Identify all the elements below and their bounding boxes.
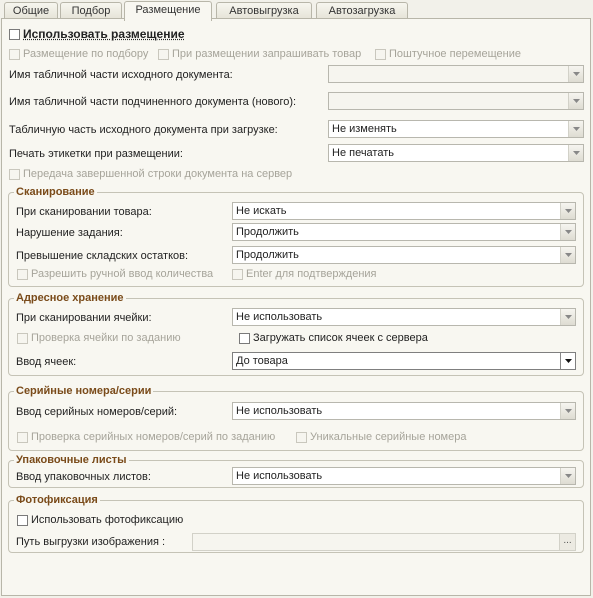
- placement-by-selection-label: Размещение по подбору: [23, 48, 149, 60]
- tab-auto-unload[interactable]: Автовыгрузка: [216, 2, 312, 20]
- on-scan-value: Не искать: [236, 205, 287, 217]
- enter-confirm-checkbox[interactable]: [232, 269, 243, 280]
- sub-table-select[interactable]: [328, 92, 584, 110]
- tab-selection[interactable]: Подбор: [60, 2, 122, 20]
- on-scan-select[interactable]: [232, 202, 576, 220]
- piece-move-label: Поштучное перемещение: [389, 48, 521, 60]
- print-label-value: Не печатать: [332, 147, 394, 159]
- chevron-down-icon[interactable]: [560, 353, 575, 369]
- transfer-row-checkbox[interactable]: [9, 169, 20, 180]
- tab-general[interactable]: Общие: [4, 2, 58, 20]
- excess-value: Продолжить: [236, 249, 299, 261]
- cell-input-label: Ввод ячеек:: [16, 356, 77, 368]
- unique-serials-label: Уникальные серийные номера: [310, 431, 467, 443]
- chevron-down-icon[interactable]: [560, 403, 575, 419]
- transfer-row-label: Передача завершенной строки документа на сервер: [23, 168, 293, 180]
- chevron-down-icon[interactable]: [560, 468, 575, 484]
- serial-input-label: Ввод серийных номеров/серий:: [16, 406, 178, 418]
- on-load-value: Не изменять: [332, 123, 397, 135]
- load-cells-checkbox[interactable]: [239, 333, 250, 344]
- manual-qty-checkbox[interactable]: [17, 269, 28, 280]
- cell-input-select[interactable]: [232, 352, 576, 370]
- chevron-down-icon[interactable]: [568, 66, 583, 82]
- cell-input-value: До товара: [236, 355, 288, 367]
- check-cells-checkbox[interactable]: [17, 333, 28, 344]
- packing-input-label: Ввод упаковочных листов:: [16, 471, 151, 483]
- unique-serials-checkbox[interactable]: [296, 432, 307, 443]
- chevron-down-icon[interactable]: [560, 224, 575, 240]
- packing-input-value: Не использовать: [236, 470, 323, 482]
- check-cells-label: Проверка ячейки по заданию: [31, 332, 181, 344]
- chevron-down-icon[interactable]: [560, 247, 575, 263]
- tab-auto-load[interactable]: Автозагрузка: [316, 2, 408, 20]
- chevron-down-icon[interactable]: [568, 121, 583, 137]
- ask-goods-checkbox[interactable]: [158, 49, 169, 60]
- address-group-title: Адресное хранение: [16, 292, 124, 304]
- use-photo-label: Использовать фотофиксацию: [31, 514, 184, 526]
- violation-select[interactable]: [232, 223, 576, 241]
- sub-table-label: Имя табличной части подчиненного документа (нового):: [9, 96, 297, 108]
- excess-select[interactable]: [232, 246, 576, 264]
- cell-scan-value: Не использовать: [236, 311, 323, 323]
- chevron-down-icon[interactable]: [560, 309, 575, 325]
- packing-input-select[interactable]: [232, 467, 576, 485]
- enter-confirm-label: Enter для подтверждения: [246, 268, 377, 280]
- tab-placement[interactable]: Размещение: [124, 1, 212, 21]
- piece-move-checkbox[interactable]: [375, 49, 386, 60]
- serial-input-select[interactable]: [232, 402, 576, 420]
- placement-by-selection-checkbox[interactable]: [9, 49, 20, 60]
- source-table-select[interactable]: [328, 65, 584, 83]
- packing-group-title: Упаковочные листы: [16, 454, 127, 466]
- photo-path-input[interactable]: [192, 533, 576, 551]
- photo-path-label: Путь выгрузки изображения :: [16, 536, 166, 548]
- chevron-down-icon[interactable]: [568, 145, 583, 161]
- use-placement-checkbox[interactable]: [9, 29, 20, 40]
- scanning-group-title: Сканирование: [16, 186, 95, 198]
- browse-button[interactable]: ...: [559, 534, 575, 551]
- on-load-label: Табличную часть исходного документа при загрузке:: [9, 124, 278, 136]
- excess-label: Превышение складских остатков:: [16, 250, 189, 262]
- source-table-label: Имя табличной части исходного документа:: [9, 69, 233, 81]
- ask-goods-label: При размещении запрашивать товар: [172, 48, 362, 60]
- print-label-label: Печать этикетки при размещении:: [9, 148, 183, 160]
- manual-qty-label: Разрешить ручной ввод количества: [31, 268, 214, 280]
- serial-input-value: Не использовать: [236, 405, 323, 417]
- violation-label: Нарушение задания:: [16, 227, 123, 239]
- photo-group-title: Фотофиксация: [16, 494, 98, 506]
- load-cells-label: Загружать список ячеек с сервера: [253, 332, 428, 344]
- on-load-select[interactable]: [328, 120, 584, 138]
- chevron-down-icon[interactable]: [560, 203, 575, 219]
- use-placement-label[interactable]: Использовать размещение: [23, 27, 185, 41]
- check-serials-checkbox[interactable]: [17, 432, 28, 443]
- print-label-select[interactable]: [328, 144, 584, 162]
- serials-group-title: Серийные номера/серии: [16, 385, 152, 397]
- use-photo-checkbox[interactable]: [17, 515, 28, 526]
- chevron-down-icon[interactable]: [568, 93, 583, 109]
- violation-value: Продолжить: [236, 226, 299, 238]
- cell-scan-label: При сканировании ячейки:: [16, 312, 152, 324]
- check-serials-label: Проверка серийных номеров/серий по заданию: [31, 431, 276, 443]
- cell-scan-select[interactable]: [232, 308, 576, 326]
- on-scan-label: При сканировании товара:: [16, 206, 152, 218]
